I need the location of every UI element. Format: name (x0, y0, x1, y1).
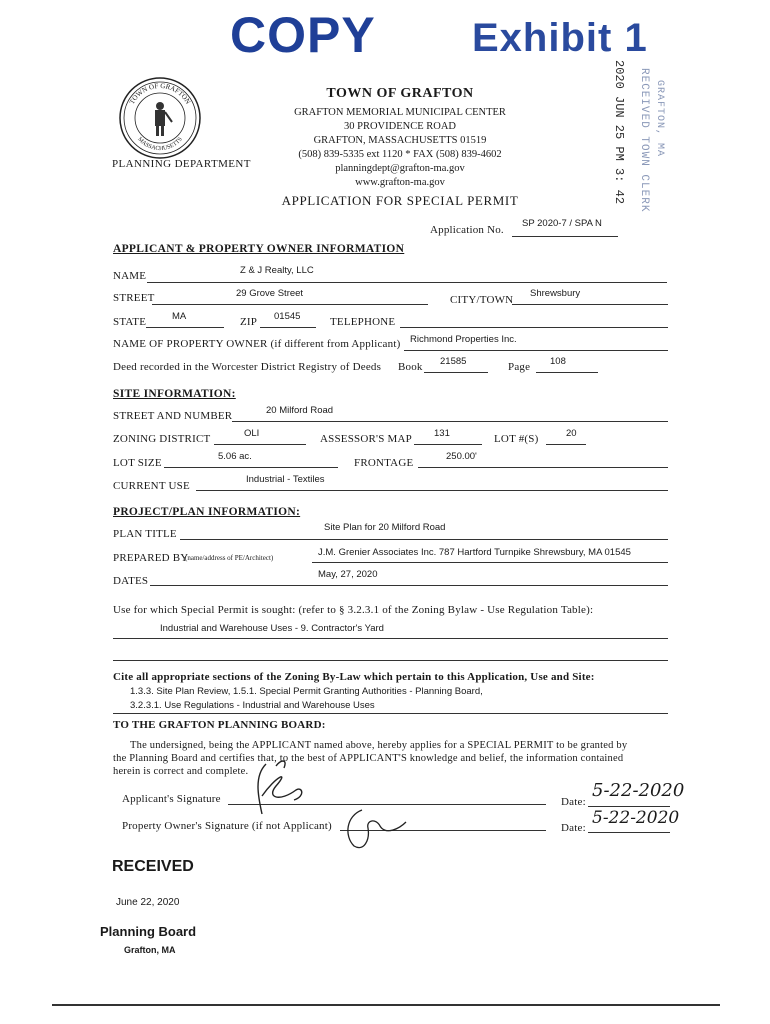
telephone-label: TELEPHONE (330, 316, 396, 328)
current-use-value[interactable]: Industrial - Textiles (246, 474, 325, 485)
website-line: www.grafton-ma.gov (355, 177, 445, 188)
street-value[interactable]: 29 Grove Street (236, 288, 304, 299)
town-clerk-received-stamp: 2020 JUN 25 PM 3: 42 RECEIVED TOWN CLERK GRAFTON, MA (612, 60, 665, 213)
street-label: STREET (113, 292, 155, 304)
use-sought-value[interactable]: Industrial and Warehouse Uses - 9. Contractor's Yard (160, 623, 384, 634)
site-street-value[interactable]: 20 Milford Road (266, 405, 334, 416)
prepared-by-value[interactable]: J.M. Grenier Associates Inc. 787 Hartford Turnpike Shrewsbury, MA 01545 (318, 547, 631, 558)
current-use-label: CURRENT USE (113, 480, 190, 492)
zip-value[interactable]: 01545 (274, 311, 301, 322)
state-value[interactable]: MA (172, 311, 187, 322)
received-stamp-title: RECEIVED (112, 858, 194, 875)
prepared-by-sublabel: (name/address of PE/Architect) (185, 554, 274, 562)
owner-date-value[interactable]: 5-22-2020 (592, 808, 680, 828)
certification-line: The undersigned, being the APPLICANT named above, hereby applies for a SPECIAL PERMIT to be granted by (130, 740, 628, 751)
plan-title-value[interactable]: Site Plan for 20 Milford Road (324, 522, 446, 533)
certification-line: the Planning Board and certifies that, to the best of APPLICANT'S knowledge and belief, the information contained (113, 753, 624, 764)
address-line: GRAFTON, MASSACHUSETTS 01519 (313, 135, 487, 146)
frontage-value[interactable]: 250.00' (446, 451, 477, 462)
copy-stamp: COPY (230, 7, 376, 63)
svg-text:TOWN OF GRAFTON: TOWN OF GRAFTON (127, 81, 193, 106)
owner-signature (340, 806, 420, 852)
name-label: NAME (113, 270, 147, 282)
lot-size-label: LOT SIZE (113, 457, 162, 469)
owner-value[interactable]: Richmond Properties Inc. (410, 334, 517, 345)
site-section-title: SITE INFORMATION: (113, 388, 236, 400)
deed-label: Deed recorded in the Worcester District Registry of Deeds (113, 361, 382, 373)
application-no-value[interactable]: SP 2020-7 / SPA N (522, 218, 602, 229)
page-value[interactable]: 108 (550, 356, 566, 367)
cite-line[interactable]: 3.2.3.1. Use Regulations - Industrial and Warehouse Uses (130, 700, 375, 711)
prepared-by-label: PREPARED BY (113, 552, 189, 564)
site-street-label: STREET AND NUMBER (113, 410, 233, 422)
book-label: Book (398, 361, 423, 373)
book-value[interactable]: 21585 (440, 356, 467, 367)
zoning-value[interactable]: OLI (244, 428, 260, 439)
certification-line: herein is correct and complete. (113, 766, 249, 777)
cite-sections-label: Cite all appropriate sections of the Zoning By-Law which pertain to this Application, Use and Site: (113, 671, 595, 683)
svg-text:MASSACHUSETTS: MASSACHUSETTS (136, 136, 184, 153)
assessors-map-label: ASSESSOR'S MAP (320, 433, 412, 445)
town-heading: TOWN OF GRAFTON (326, 86, 474, 101)
received-board: Planning Board (100, 924, 197, 939)
zoning-label: ZONING DISTRICT (113, 433, 211, 445)
state-label: STATE (113, 316, 147, 328)
project-section-title: PROJECT/PLAN INFORMATION: (113, 506, 301, 518)
applicant-date-label: Date: (561, 796, 586, 808)
owner-date-label: Date: (561, 822, 586, 834)
exhibit-stamp: Exhibit 1 (472, 16, 648, 60)
name-value[interactable]: Z & J Realty, LLC (240, 265, 314, 276)
dates-label: DATES (113, 575, 149, 587)
application-no-label: Application No. (430, 224, 504, 236)
received-date: June 22, 2020 (116, 897, 180, 908)
address-line: GRAFTON MEMORIAL MUNICIPAL CENTER (294, 107, 506, 118)
address-line: 30 PROVIDENCE ROAD (343, 121, 456, 132)
lot-size-value[interactable]: 5.06 ac. (218, 451, 252, 462)
lot-label: LOT #(S) (494, 433, 539, 445)
frontage-label: FRONTAGE (354, 457, 414, 469)
received-location: Grafton, MA (124, 945, 176, 955)
applicant-signature-label: Applicant's Signature (122, 793, 221, 805)
city-value[interactable]: Shrewsbury (530, 288, 581, 299)
cite-line[interactable]: 1.3.3. Site Plan Review, 1.5.1. Special Permit Granting Authorities - Planning Board, (130, 686, 483, 697)
applicant-section-title: APPLICANT & PROPERTY OWNER INFORMATION (113, 243, 405, 255)
use-sought-label: Use for which Special Permit is sought: (refer to § 3.2.3.1 of the Zoning Bylaw - Use Regulation Table): (113, 604, 594, 616)
lot-value[interactable]: 20 (566, 428, 577, 439)
applicant-date-value[interactable]: 5-22-2020 (592, 780, 685, 801)
applicant-signature (236, 756, 326, 826)
plan-title-label: PLAN TITLE (113, 528, 177, 540)
owner-label: NAME OF PROPERTY OWNER (if different from Applicant) (113, 338, 401, 350)
board-heading: TO THE GRAFTON PLANNING BOARD: (113, 719, 326, 731)
town-seal-icon (118, 76, 202, 160)
city-label: CITY/TOWN (450, 294, 514, 306)
assessors-map-value[interactable]: 131 (434, 428, 450, 439)
dates-value[interactable]: May, 27, 2020 (318, 569, 378, 580)
form-title: APPLICATION FOR SPECIAL PERMIT (281, 193, 519, 208)
owner-signature-label: Property Owner's Signature (if not Applicant) (122, 820, 332, 832)
page-bottom-rule (52, 1004, 720, 1006)
page-label: Page (508, 361, 531, 373)
zip-label: ZIP (240, 316, 258, 328)
department-name: PLANNING DEPARTMENT (112, 158, 251, 170)
email-line: planningdept@grafton-ma.gov (335, 163, 465, 174)
phone-line: (508) 839-5335 ext 1120 * FAX (508) 839-4602 (298, 149, 502, 160)
